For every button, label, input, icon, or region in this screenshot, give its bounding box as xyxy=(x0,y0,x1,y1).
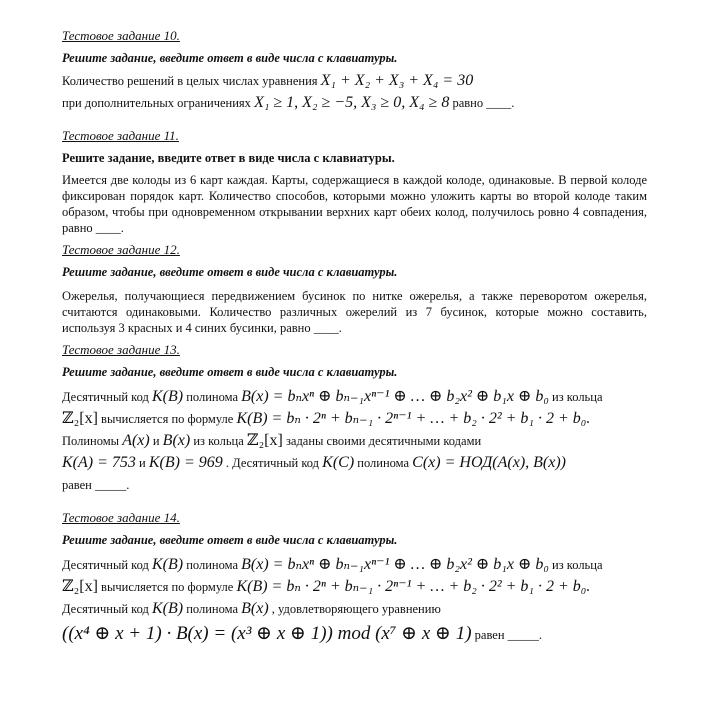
text: вычисляется по формуле xyxy=(101,580,234,594)
formula: K(A) = 753 xyxy=(62,454,136,471)
text: из кольца xyxy=(552,558,603,572)
task-line xyxy=(62,430,647,452)
equation: ((x⁴ ⊕ x + 1) · B(x) = (x³ ⊕ x ⊕ 1)) mod (x⁷ ⊕ x ⊕ 1) xyxy=(62,623,472,644)
task-line xyxy=(62,70,647,92)
task-instruction: Решите задание, введите ответ в виде числа с клавиатуры. xyxy=(62,533,398,547)
task-line xyxy=(62,576,647,598)
text: Полиномы xyxy=(62,434,120,448)
code-formula: K(B) = bₙ · 2ⁿ + bₙ₋₁ · 2ⁿ⁻¹ + … + b₂ · 2² + b₁ · 2 + b₀. xyxy=(236,578,591,595)
task-instruction: Решите задание, введите ответ в виде числа с клавиатуры. xyxy=(62,365,398,379)
formula: K(B) xyxy=(152,388,184,405)
task-line xyxy=(62,386,647,408)
task-title: Тестовое задание 11. xyxy=(62,128,179,143)
text: и xyxy=(152,434,160,448)
formula: B(x) xyxy=(162,432,191,449)
task-paragraph: Имеется две колоды из 6 карт каждая. Карты, содержащиеся в каждой колоде, одинаковые. В первой колоде фиксирован порядок карт. Количество способов, которыми можно уложить карты во второй колоде таким образом, чтобы при одновременном открывании верхних карт обеих колод, получилось ровно 4 совпадения, равно ____. xyxy=(62,173,647,235)
answer-blank: равен _____. xyxy=(62,478,130,492)
task-line xyxy=(62,474,647,496)
ring-symbol: ℤ₂[x] xyxy=(62,410,98,427)
polynomial-formula: B(x) = bₙxⁿ ⊕ bₙ₋₁xⁿ⁻¹ ⊕ … ⊕ b₂x² ⊕ b₁x ⊕ b₀ xyxy=(241,556,549,573)
text: при дополнительных ограничениях xyxy=(62,96,251,110)
text: . Десятичный код xyxy=(225,456,320,470)
task-title: Тестовое задание 12. xyxy=(62,242,180,257)
text: из кольца xyxy=(193,434,244,448)
task-line xyxy=(62,92,647,114)
task-line xyxy=(62,598,647,620)
task-paragraph: Ожерелья, получающиеся передвижением бусинок по нитке ожерелья, а также переворотом ожерелья, считаются одинаковыми. Количество различных ожерелий из 7 бусинок, которые можно составить, используя 3 красных и 4 синих бусинки, равно ____. xyxy=(62,289,647,335)
formula: B(x) xyxy=(241,600,269,617)
text: из кольца xyxy=(552,390,603,404)
ring-symbol: ℤ₂[x] xyxy=(246,432,283,449)
formula: K(B) = 969 xyxy=(148,454,223,471)
task-instruction: Решите задание, введите ответ в виде числа с клавиатуры. xyxy=(62,151,395,165)
text: , удовлетворяющего уравнению xyxy=(271,602,441,616)
formula: A(x) xyxy=(122,432,150,449)
task-title: Тестовое задание 14. xyxy=(62,510,180,525)
gcd-formula: C(x) = НОД(A(x), B(x)) xyxy=(412,454,567,471)
text: Десятичный код xyxy=(62,602,149,616)
task-14 xyxy=(62,510,647,649)
text: Количество решений в целых числах уравнения xyxy=(62,74,318,88)
formula: K(B) xyxy=(152,600,184,617)
formula: K(B) xyxy=(152,556,184,573)
task-line xyxy=(62,620,647,649)
answer-blank: равен _____. xyxy=(474,628,543,642)
text: полинома xyxy=(186,602,239,616)
text: заданы своими десятичными кодами xyxy=(285,434,482,448)
polynomial-formula: B(x) = bₙxⁿ ⊕ bₙ₋₁xⁿ⁻¹ ⊕ … ⊕ b₂x² ⊕ b₁x ⊕ b₀ xyxy=(241,388,549,405)
text: полинома xyxy=(186,390,239,404)
task-line xyxy=(62,408,647,430)
task-title: Тестовое задание 10. xyxy=(62,28,180,43)
text: Десятичный код xyxy=(62,390,149,404)
answer-blank: равно ____. xyxy=(452,96,515,110)
task-10 xyxy=(62,28,647,114)
equation: X₁ + X₂ + X₃ + X₄ = 30 xyxy=(320,72,474,89)
task-12 xyxy=(62,242,647,336)
ring-symbol: ℤ₂[x] xyxy=(62,578,98,595)
text: полинома xyxy=(357,456,410,470)
task-line xyxy=(62,554,647,576)
task-13 xyxy=(62,342,647,496)
task-11 xyxy=(62,128,647,236)
task-title: Тестовое задание 13. xyxy=(62,342,180,357)
text: полинома xyxy=(186,558,239,572)
code-formula: K(B) = bₙ · 2ⁿ + bₙ₋₁ · 2ⁿ⁻¹ + … + b₂ · 2² + b₁ · 2 + b₀. xyxy=(236,410,591,427)
task-line xyxy=(62,452,647,474)
text: Десятичный код xyxy=(62,558,149,572)
text: и xyxy=(139,456,146,470)
constraints: X₁ ≥ 1, X₂ ≥ −5, X₃ ≥ 0, X₄ ≥ 8 xyxy=(254,94,450,111)
task-instruction: Решите задание, введите ответ в виде числа с клавиатуры. xyxy=(62,265,398,279)
text: вычисляется по формуле xyxy=(101,412,234,426)
formula: K(C) xyxy=(322,454,355,471)
task-instruction: Решите задание, введите ответ в виде числа с клавиатуры. xyxy=(62,51,398,65)
